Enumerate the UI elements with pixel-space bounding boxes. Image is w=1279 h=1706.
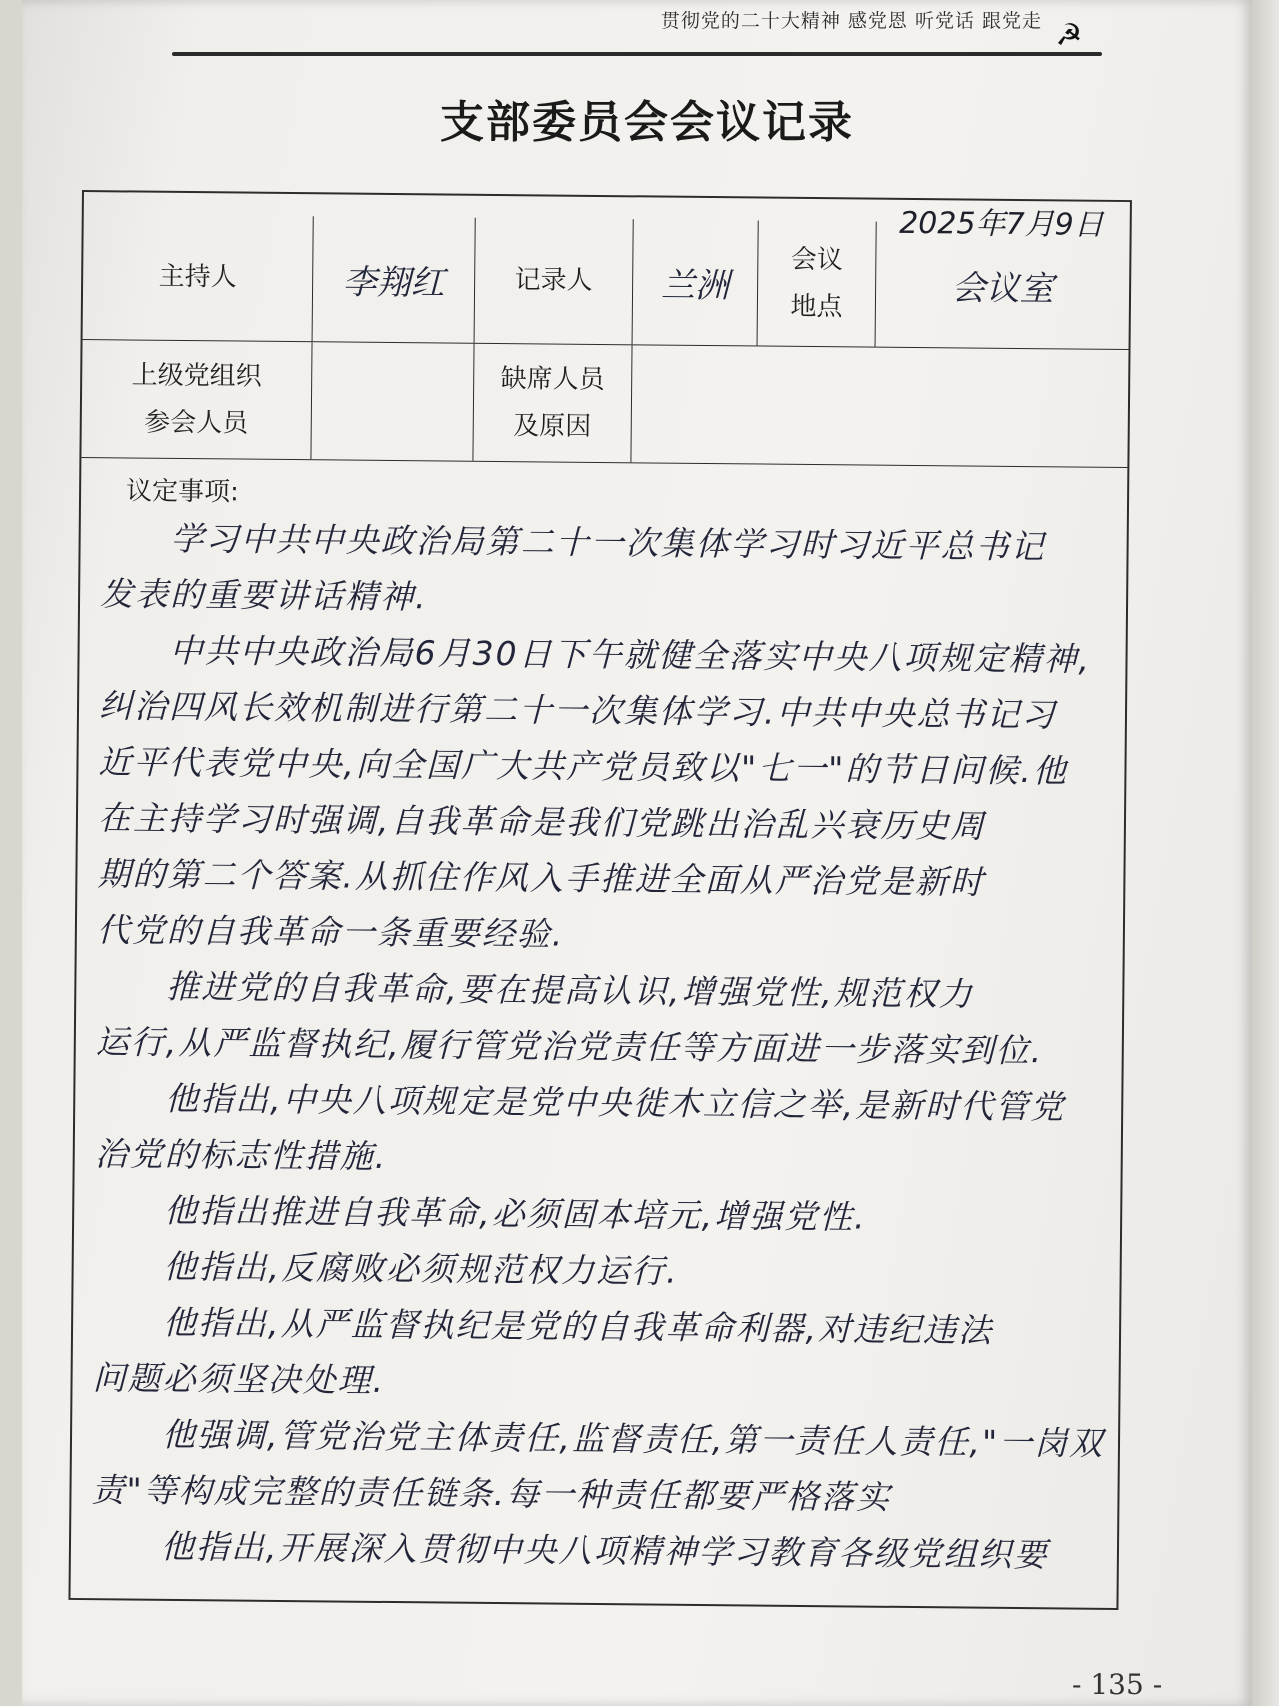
recorder-label-cell	[475, 218, 634, 345]
agenda-line: 问题必须坚决处理.	[92, 1358, 386, 1400]
absent-label-line1: 缺席人员	[500, 363, 605, 395]
recorder-value-cell	[633, 219, 759, 345]
host-label: 主持人	[158, 261, 237, 293]
location-value-cell	[876, 222, 1130, 349]
location-label-cell	[758, 220, 877, 346]
location-label-line1: 会议	[790, 244, 844, 276]
meta-row-1	[83, 214, 1130, 350]
header-slogan: 贯彻党的二十大精神 感党恩 听党话 跟党走	[660, 10, 1042, 32]
agenda-section	[70, 458, 1127, 1608]
agenda-line: 在主持学习时强调,自我革命是我们党跳出治乱兴衰历史周	[97, 798, 986, 846]
absent-value-cell	[631, 345, 1128, 467]
page-header	[172, 0, 1102, 78]
agenda-line: 近平代表党中央,向全国广大共产党员致以"七一"的节日问候.他	[98, 742, 1068, 791]
notebook-page	[22, 0, 1252, 1706]
agenda-line: 他指出推进自我革命,必须固本培元,增强党性.	[94, 1190, 867, 1237]
meeting-date: 2025年7月9日	[899, 205, 1104, 243]
absent-label-cell	[473, 344, 632, 463]
agenda-line: 他指出,从严监督执纪是党的自我革命利器,对违纪违法	[92, 1302, 994, 1350]
recorder-value: 兰洲	[660, 265, 730, 307]
superior-label-cell	[81, 340, 312, 459]
agenda-line: 他强调,管党治党主体责任,监督责任,第一责任人责任,"一岗双	[91, 1414, 1105, 1463]
party-emblem-icon: ☭	[1055, 17, 1083, 53]
agenda-line: 代党的自我革命一条重要经验.	[96, 910, 565, 954]
meeting-record-form	[68, 190, 1131, 1610]
agenda-line: 他指出,中央八项规定是党中央徙木立信之举,是新时代管党	[95, 1078, 1066, 1127]
location-label-line2: 地点	[790, 291, 843, 322]
agenda-line: 纠治四风长效机制进行第二十一次集体学习.中共中央总书记习	[98, 686, 1057, 735]
agenda-line: 他指出,开展深入贯彻中央八项精神学习教育各级党组织要	[90, 1526, 1049, 1575]
meta-row-2	[81, 340, 1128, 468]
agenda-line: 发表的重要讲话精神.	[99, 574, 428, 617]
agenda-line: 期的第二个答案.从抓住作风入手推进全面从严治党是新时	[97, 854, 986, 902]
superior-label-line2: 参会人员	[144, 407, 249, 439]
agenda-line: 他指出,反腐败必须规范权力运行.	[93, 1246, 679, 1291]
header-rule	[172, 52, 1102, 56]
agenda-label: 议定事项:	[125, 476, 240, 508]
agenda-line: 推进党的自我革命,要在提高认识,增强党性,规范权力	[96, 966, 974, 1014]
host-label-cell	[83, 214, 314, 341]
recorder-label: 记录人	[514, 265, 593, 296]
page-number: - 135 -	[1072, 1668, 1163, 1701]
host-value: 李翔红	[342, 262, 445, 304]
agenda-line: 治党的标志性措施.	[94, 1134, 388, 1176]
location-value: 会议室	[951, 268, 1054, 310]
page-title: 支部委员会会议记录	[440, 97, 854, 148]
superior-label-line1: 上级党组织	[131, 360, 262, 392]
agenda-line: 责"等构成完整的责任链条.每一种责任都要严格落实	[91, 1470, 892, 1517]
host-value-cell	[313, 216, 476, 343]
agenda-line: 学习中共中央政治局第二十一次集体学习时习近平总书记	[100, 518, 1046, 567]
agenda-line: 运行,从严监督执纪,履行管党治党责任等方面进一步落实到位.	[95, 1022, 1044, 1071]
absent-label-line2: 及原因	[513, 410, 592, 442]
superior-value-cell	[311, 342, 474, 461]
agenda-line: 中共中央政治局6月30日下午就健全落实中央八项规定精神,	[99, 630, 1092, 679]
